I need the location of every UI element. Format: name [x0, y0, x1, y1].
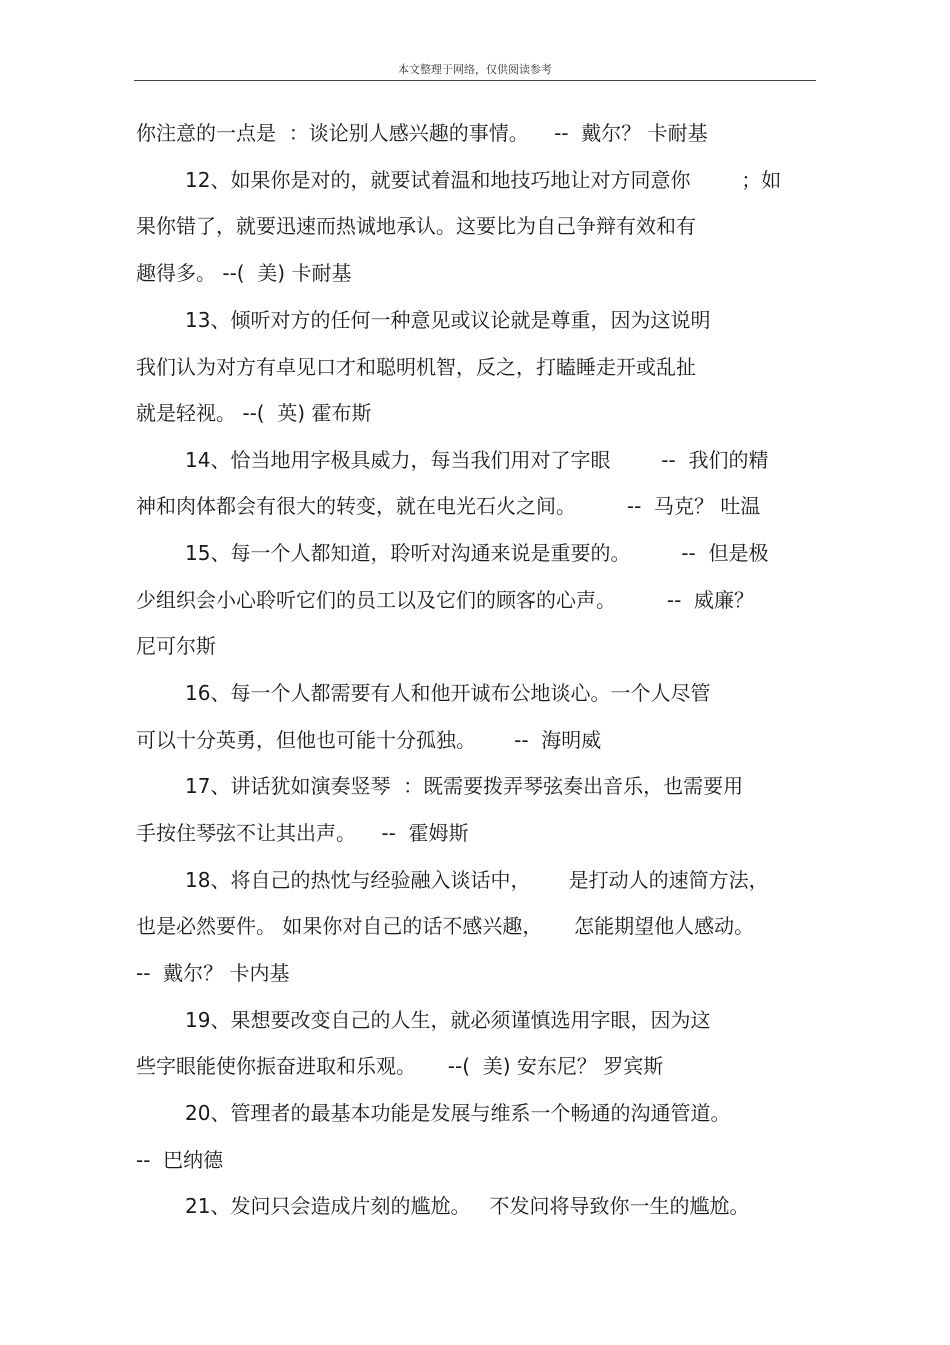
text-line: 手按住琴弦不让其出声。 -- 霍姆斯 — [136, 821, 469, 845]
text-line: 12、如果你是对的，就要试着温和地技巧地让对方同意你 ；如 — [185, 168, 782, 192]
text-line: 少组织会小心聆听它们的员工以及它们的顾客的心声。 -- 威廉？ — [136, 588, 755, 612]
text-line: -- 巴纳德 — [136, 1148, 224, 1172]
text-line: 19、果想要改变自己的人生，就必须谨慎选用字眼，因为这 — [185, 1008, 711, 1032]
text-line: 18、将自己的热忱与经验融入谈话中， 是打动人的速简方法， — [185, 868, 769, 892]
text-line: 趣得多。 --( 美) 卡耐基 — [136, 261, 352, 285]
text-line: 13、倾听对方的任何一种意见或议论就是尊重，因为这说明 — [185, 308, 711, 332]
text-line: 神和肉体都会有很大的转变，就在电光石火之间。 -- 马克？ 吐温 — [136, 494, 761, 518]
header-rule — [134, 80, 816, 81]
text-line: 16、每一个人都需要有人和他开诚布公地谈心。一个人尽管 — [185, 681, 711, 705]
text-line: 21、发问只会造成片刻的尴尬。 不发问将导致你一生的尴尬。 — [185, 1194, 750, 1218]
page-header: 本文整理于网络，仅供阅读参考 — [398, 63, 552, 76]
text-line: 尼可尔斯 — [136, 634, 216, 658]
text-line: 17、讲话犹如演奏竖琴 ：既需要拨弄琴弦奏出音乐，也需要用 — [185, 774, 744, 798]
text-line: 也是必然要件。 如果你对自己的话不感兴趣， 怎能期望他人感动。 — [136, 914, 755, 938]
text-line: 果你错了，就要迅速而热诚地承认。这要比为自己争辩有效和有 — [136, 214, 696, 238]
text-line: 我们认为对方有卓见口才和聪明机智，反之，打瞌睡走开或乱扯 — [136, 355, 696, 379]
text-line: 可以十分英勇，但他也可能十分孤独。 -- 海明威 — [136, 728, 602, 752]
text-line: -- 戴尔？ 卡内基 — [136, 961, 290, 985]
text-line: 些字眼能使你振奋进取和乐观。 --( 美) 安东尼？ 罗宾斯 — [136, 1054, 664, 1078]
text-line: 15、每一个人都知道，聆听对沟通来说是重要的。 -- 但是极 — [185, 541, 769, 565]
text-line: 14、恰当地用字极具威力，每当我们用对了字眼 -- 我们的精 — [185, 448, 769, 472]
text-line: 你注意的一点是 ：谈论别人感兴趣的事情。 -- 戴尔？ 卡耐基 — [136, 121, 708, 145]
text-line: 20、管理者的最基本功能是发展与维系一个畅通的沟通管道。 — [185, 1101, 731, 1125]
text-line: 就是轻视。 --( 英) 霍布斯 — [136, 401, 372, 425]
